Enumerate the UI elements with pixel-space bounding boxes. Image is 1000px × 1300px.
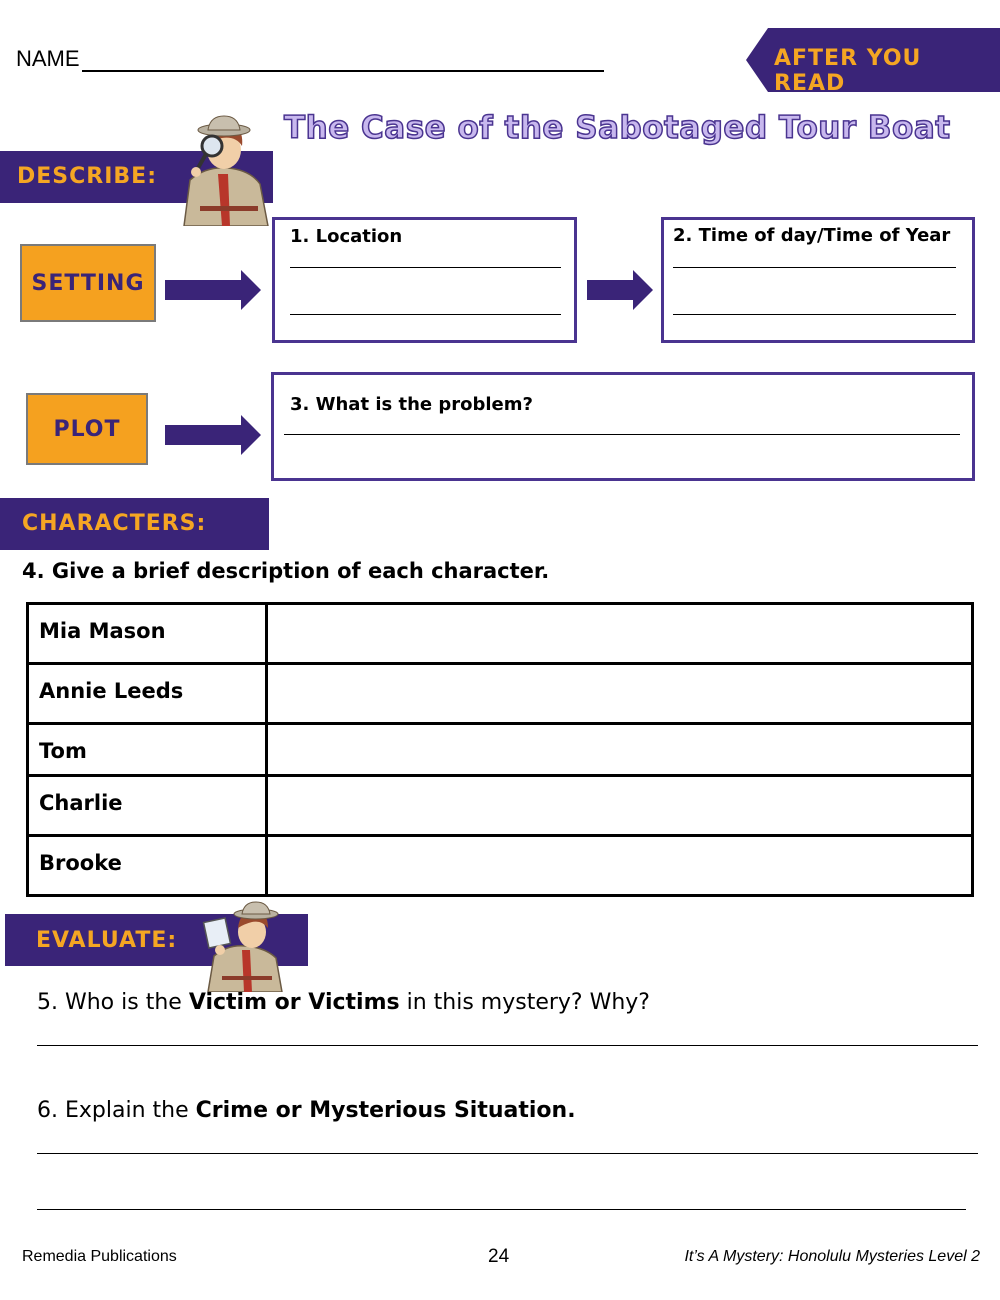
location-label: 1. Location xyxy=(290,226,403,247)
arrow-right-icon xyxy=(165,270,263,310)
character-description-cell[interactable] xyxy=(267,776,973,836)
question-5-pre: 5. Who is the xyxy=(37,990,189,1015)
question-6-bold: Crime or Mysterious Situation. xyxy=(195,1098,576,1123)
character-name: Annie Leeds xyxy=(28,664,267,724)
character-name: Charlie xyxy=(28,776,267,836)
answer-line[interactable] xyxy=(37,1045,978,1046)
problem-box[interactable] xyxy=(271,372,975,481)
character-name: Mia Mason xyxy=(28,604,267,664)
character-description-cell[interactable] xyxy=(267,836,973,896)
page-title: The Case of the Sabotaged Tour Boat xyxy=(284,110,951,146)
table-row xyxy=(28,724,973,776)
name-line[interactable] xyxy=(82,70,604,72)
answer-line[interactable] xyxy=(290,267,561,268)
question-4 xyxy=(22,559,549,583)
table-row xyxy=(28,664,973,724)
footer-publisher: Remedia Publications xyxy=(22,1248,177,1265)
time-label: 2. Time of day/Time of Year xyxy=(673,225,951,246)
question-5-bold: Victim or Victims xyxy=(188,990,400,1015)
plot-box: PLOT xyxy=(26,393,148,465)
answer-line[interactable] xyxy=(290,314,561,315)
page-number: 24 xyxy=(488,1246,510,1267)
character-name: Brooke xyxy=(28,836,267,896)
characters-label: CHARACTERS: xyxy=(22,511,207,536)
evaluate-label: EVALUATE: xyxy=(36,928,178,953)
detective-magnifier-icon xyxy=(166,114,272,226)
footer-series: It’s A Mystery: Honolulu Mysteries Level 2 xyxy=(684,1248,980,1265)
characters-table xyxy=(26,602,974,897)
problem-label: 3. What is the problem? xyxy=(290,394,533,415)
character-description-cell[interactable] xyxy=(267,664,973,724)
answer-line[interactable] xyxy=(673,267,956,268)
character-description-cell[interactable] xyxy=(267,724,973,776)
name-label: NAME xyxy=(16,46,80,71)
answer-line[interactable] xyxy=(37,1153,978,1154)
table-row xyxy=(28,836,973,896)
answer-line[interactable] xyxy=(673,314,956,315)
arrow-right-icon xyxy=(587,270,655,310)
character-name: Tom xyxy=(28,724,267,776)
question-4-text: Give a brief description of each character. xyxy=(51,559,550,583)
question-6 xyxy=(37,1098,576,1123)
character-description-cell[interactable] xyxy=(267,604,973,664)
question-5-post: in this mystery? Why? xyxy=(399,990,650,1015)
after-you-read-label: AFTER YOU READ xyxy=(774,46,922,96)
setting-box: SETTING xyxy=(20,244,156,322)
table-row xyxy=(28,776,973,836)
answer-line[interactable] xyxy=(37,1209,966,1210)
answer-line[interactable] xyxy=(284,434,960,435)
question-6-pre: 6. Explain the xyxy=(37,1098,196,1123)
question-4-number: 4. xyxy=(22,559,45,583)
table-row xyxy=(28,604,973,664)
question-5 xyxy=(37,990,650,1015)
describe-label: DESCRIBE: xyxy=(17,164,158,189)
arrow-right-icon xyxy=(165,415,263,455)
detective-note-icon xyxy=(198,900,286,992)
